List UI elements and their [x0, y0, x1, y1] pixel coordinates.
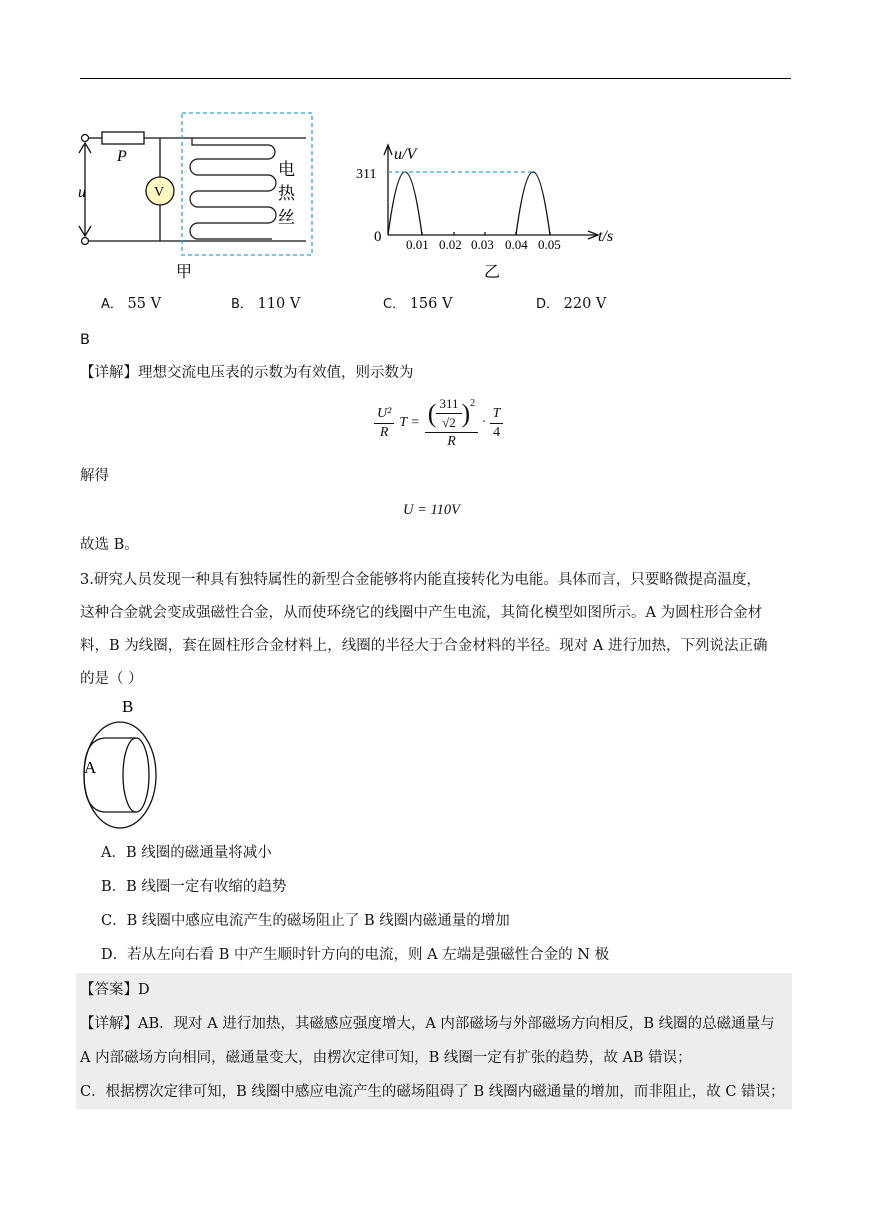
voltmeter-label: V	[154, 185, 165, 200]
q2-solve-label: 解得	[80, 468, 109, 484]
q3-explanation-line: C．根据楞次定律可知，B 线圈中感应电流产生的磁场阻碍了 B 线圈内磁通量的增加，而非阻止，故 C 错误；	[80, 1084, 785, 1100]
q3-option-b: B．B 线圈一定有收缩的趋势	[101, 879, 287, 895]
q2-conclusion: 故选 B。	[80, 537, 139, 553]
y-axis-label: u/V	[394, 146, 417, 163]
wire-label-3: 丝	[278, 208, 295, 227]
header-rule	[80, 78, 791, 79]
q3-stem-line: 的是（ ）	[80, 671, 143, 687]
rms-formula: $\frac{\text{U²}}{R}$ T = ( $\frac{311}{√2}$ ) $^2$ R · $\frac{T}{4}$	[374, 395, 503, 451]
q3-option-c: C．B 线圈中感应电流产生的磁场阻止了 B 线圈内磁通量的增加	[101, 913, 510, 929]
figure-label-a: A	[84, 758, 97, 777]
x-tick-label: 0.04	[505, 237, 528, 252]
x-tick-label: 0.02	[439, 237, 462, 252]
wire-label-2: 热	[278, 184, 295, 203]
x-tick-label: 0.03	[471, 237, 494, 252]
cylinder-a-icon	[123, 738, 149, 812]
figure-label-b: B	[122, 697, 134, 716]
origin-label: 0	[374, 229, 382, 245]
input-voltage-label: u	[78, 184, 86, 201]
q2-option-d: D． 220 V	[536, 296, 607, 312]
waveform-figure	[356, 135, 630, 285]
circuit-figure	[72, 105, 322, 285]
q2-option-b: B． 110 V	[231, 296, 301, 312]
heating-wire-icon	[190, 138, 276, 239]
q3-explanation-line: 【详解】AB．现对 A 进行加热，其磁感应强度增大，A 内部磁场与外部磁场方向相反，B 线圈的总磁通量与	[80, 1016, 775, 1032]
coil-cylinder-figure	[78, 695, 168, 835]
figure-caption-yi: 乙	[484, 264, 501, 281]
q2-answer: B	[80, 332, 90, 348]
q3-option-d: D．若从左向右看 B 中产生顺时针方向的电流，则 A 左端是强磁性合金的 N 极	[101, 947, 610, 963]
wire-label-1: 电	[278, 160, 295, 179]
q3-explanation-line: A 内部磁场方向相同，磁通量变大，由楞次定律可知，B 线圈一定有扩张的趋势，故 AB 错误；	[80, 1050, 692, 1066]
x-tick-label: 0.05	[538, 237, 561, 252]
q3-answer: 【答案】D	[80, 982, 150, 998]
q3-stem-line: 这种合金就会变成强磁性合金，从而使环绕它的线圈中产生电流，其简化模型如图所示。A 为圆柱形合金材	[80, 605, 763, 621]
q3-option-a: A．B 线圈的磁通量将减小	[101, 845, 272, 861]
q2-explanation: 【详解】理想交流电压表的示数为有效值，则示数为	[80, 365, 414, 381]
x-tick-label: 0.01	[406, 237, 429, 252]
q2-option-a: A． 55 V	[101, 296, 162, 312]
resistor-label: P	[117, 148, 127, 165]
x-axis-label: t/s	[598, 228, 614, 245]
y-peak-label: 311	[356, 167, 377, 182]
q2-option-c: C． 156 V	[383, 296, 453, 312]
q3-stem-line: 3.研究人员发现一种具有独特属性的新型合金能够将内能直接转化为电能。具体而言，只要略微提高温度，	[80, 572, 761, 588]
q3-stem-line: 料，B 为线圈，套在圆柱形合金材料上，线圈的半径大于合金材料的半径。现对 A 进行加热，下列说法正确	[80, 638, 768, 654]
figure-caption-jia: 甲	[176, 264, 193, 281]
q2-result: U = 110V	[403, 502, 461, 518]
